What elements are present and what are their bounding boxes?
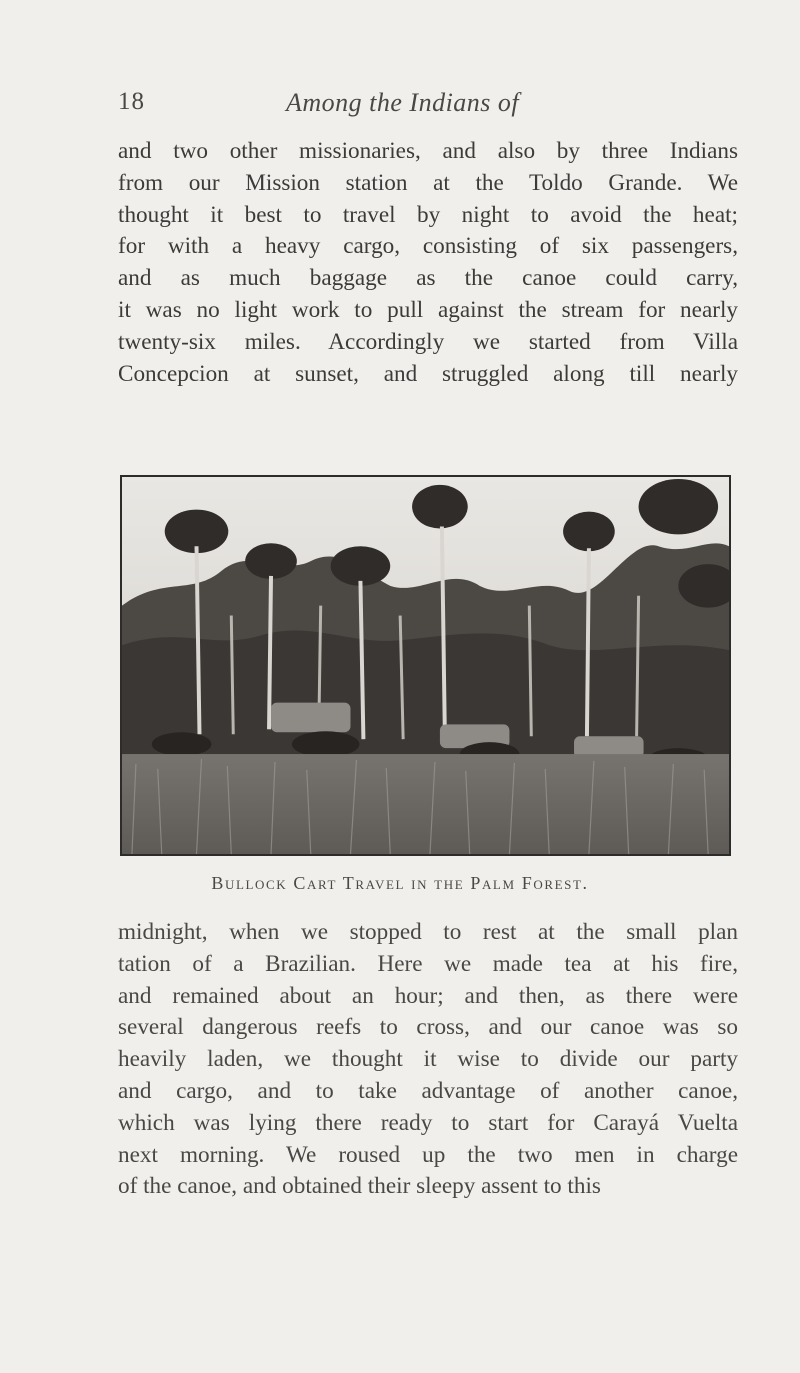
- text-line: midnight, when we stopped to rest at the small plan: [118, 919, 738, 945]
- text-line: from our Mission station at the Toldo Grande. We: [118, 169, 738, 196]
- text-line: and two other missionaries, and also by three Indians: [118, 138, 738, 164]
- text-line: which was lying there ready to start for Carayá Vuelta: [118, 1109, 738, 1136]
- text-line: twenty-six miles. Accordingly we started from Villa: [118, 328, 738, 355]
- text-line: several dangerous reefs to cross, and our canoe was so: [118, 1014, 738, 1041]
- figure-caption: Bullock Cart Travel in the Palm Forest.: [211, 873, 589, 893]
- text-line: and as much baggage as the canoe could carry,: [118, 265, 738, 292]
- paragraph-bottom: [118, 917, 738, 1203]
- text-line: tation of a Brazilian. Here we made tea at his fire,: [118, 950, 738, 977]
- running-title: Among the Indians of: [286, 88, 520, 117]
- text-line: Concepcion at sunset, and struggled along till nearly: [118, 360, 738, 387]
- text-line: for with a heavy cargo, consisting of six passengers,: [118, 233, 738, 260]
- photo-plate: [120, 475, 731, 856]
- text-line: heavily laden, we thought it wise to divide our party: [118, 1046, 738, 1073]
- palm-forest-photo: [122, 477, 729, 854]
- text-line: and cargo, and to take advantage of another canoe,: [118, 1077, 738, 1104]
- text-line: and remained about an hour; and then, as there were: [118, 982, 738, 1009]
- text-line: it was no light work to pull against the stream for nearly: [118, 296, 738, 323]
- running-head: [118, 88, 718, 128]
- text-line: next morning. We roused up the two men in charge: [118, 1141, 738, 1168]
- text-line: thought it best to travel by night to avoid the heat;: [118, 201, 738, 228]
- paragraph-top: [118, 136, 738, 390]
- text-line: of the canoe, and obtained their sleepy assent to this: [118, 1173, 601, 1200]
- page-number: 18: [118, 88, 145, 115]
